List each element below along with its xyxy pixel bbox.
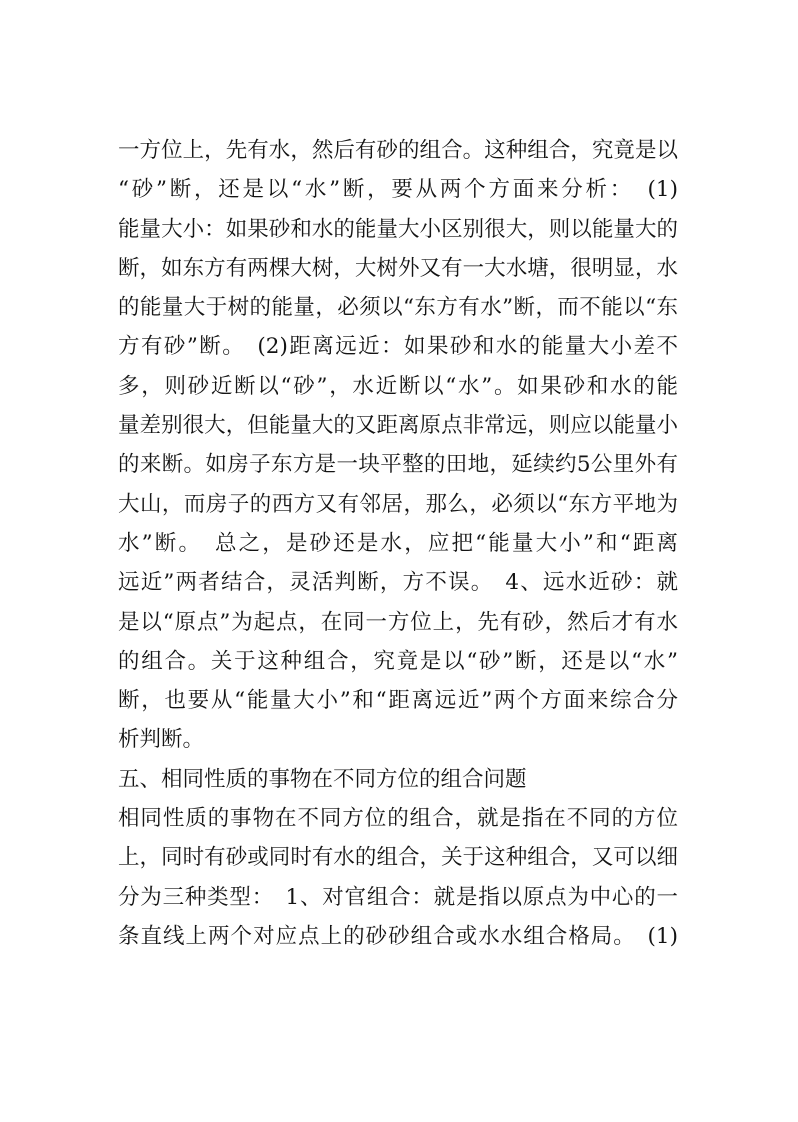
body-text [118,131,678,956]
text-line-3: 能量大小：如果砂和水的能量大小区别很大，则以能量大的 [118,216,678,242]
text-line-18: 相同性质的事物在不同方位的组合，就是指在不同的方位 [118,806,678,832]
text-line-1: 一方位上，先有水，然后有砂的组合。这种组合，究竟是以 [118,138,678,163]
text-line-15: 断，也要从“能量大小”和“距离远近”两个方面来综合分 [118,688,678,714]
text-line-5: 的能量大于树的能量，必须以“东方有水”断，而不能以“东 [118,295,678,321]
section-heading: 五、相同性质的事物在不同方位的组合问题 [118,766,527,792]
text-line-6: 方有砂”断。 (2)距离远近：如果砂和水的能量大小差不 [118,334,678,360]
text-line-16: 析判断。 [118,727,205,753]
text-line-11: 水”断。 总之，是砂还是水，应把“能量大小”和“距离 [118,530,678,556]
text-line-10: 大山，而房子的西方又有邻居，那么，必须以“东方平地为 [118,491,678,517]
text-line-21: 条直线上两个对应点上的砂砂组合或水水组合格局。 (1) [118,923,678,949]
text-line-8: 量差别很大，但能量大的又距离原点非常远，则应以能量小 [118,413,678,439]
text-line-14: 的组合。关于这种组合，究竟是以“砂”断，还是以“水” [118,648,678,674]
text-line-20: 分为三种类型： 1、对官组合：就是指以原点为中心的一 [118,884,678,910]
text-line-13: 是以“原点”为起点，在同一方位上，先有砂，然后才有水 [118,609,678,635]
text-line-9: 的来断。如房子东方是一块平整的田地，延续约5公里外有 [118,452,678,478]
text-line-2: “砂”断，还是以“水”断，要从两个方面来分析： (1) [118,177,678,203]
text-line-4: 断，如东方有两棵大树，大树外又有一大水塘，很明显，水 [118,255,678,281]
text-line-12: 远近”两者结合，灵活判断，方不误。 4、远水近砂：就 [118,570,678,596]
text-line-7: 多，则砂近断以“砂”，水近断以“水”。如果砂和水的能 [118,373,678,399]
text-line-19: 上，同时有砂或同时有水的组合，关于这种组合，又可以细 [118,845,678,871]
